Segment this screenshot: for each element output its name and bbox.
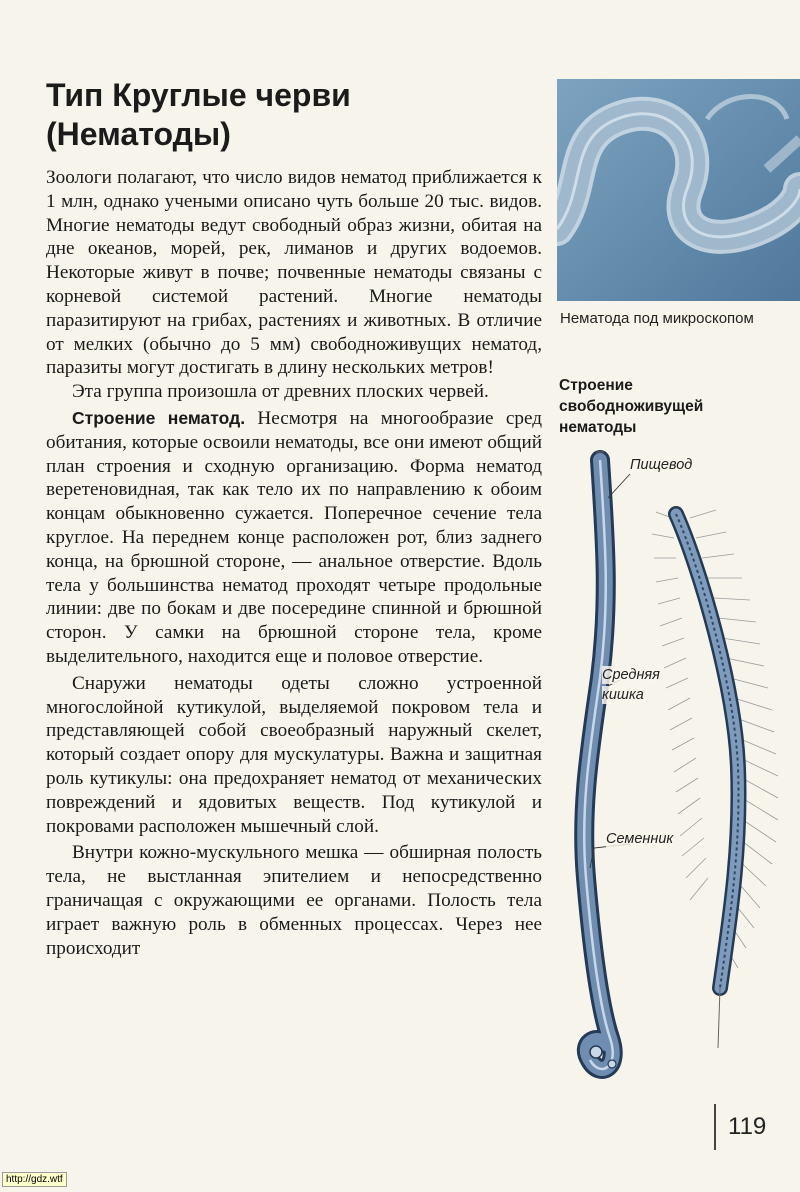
label-midgut-line-2: кишка bbox=[602, 687, 644, 703]
paragraph-structure-heading: Строение нематод. bbox=[72, 407, 246, 428]
paragraph-intro: Зоологи полагают, что число видов нематод приближается к 1 млн, однако учеными описано чуть больше 20 тыс. видов. Многие нематоды ведут свободный образ жизни, обитая на дне океанов, морей, рек, лиманов и других водоемов. Некоторые живут в почве; почвенные нематоды связаны с корневой системой растений. Многие нематоды паразитируют на грибах, растениях и животных. В отличие от мелких (обычно до 5 мм) свободноживущих нематод, паразиты могут достигать в длину нескольких метров! bbox=[46, 167, 542, 379]
nematode-microscope-photo bbox=[557, 79, 800, 301]
paragraph-body-cavity: Внутри кожно-мускульного мешка — обширная полость тела, не выстланная эпителием и непосредственно граничащая с окружающими ее органами. Полость тела играет важную роль в обменных процессах. Через нее происходит bbox=[46, 842, 542, 959]
nematode-structure-diagram bbox=[560, 448, 800, 1088]
page-number: 119 bbox=[714, 1104, 800, 1150]
label-midgut-line-1: Средняя bbox=[602, 667, 660, 683]
diagram-title bbox=[559, 375, 789, 438]
page-title bbox=[46, 76, 546, 154]
paragraph-structure bbox=[46, 407, 542, 669]
title-line-2: (Нематоды) bbox=[46, 116, 231, 152]
setae bbox=[652, 510, 778, 968]
paragraph-cuticle: Снаружи нематоды одеты сложно устроенной многослойной кутикулой, выделяемой покровом тела и представляющей собой своеобразный наружный скелет, который создает опору для мускулатуры. Важна и защитная роль кутикулы: она предохраняет нематод от механических повреждений и ядовитых веществ. Под кутикулой и покровами расположен мышечный слой. bbox=[46, 672, 542, 837]
paragraph-structure-text: Несмотря на многообразие сред обитания, которые освоили нематоды, все они имеют общий план строения и сходную организацию. Форма нематод веретеновидная, так как тело их по направлению к обоим концам обыкновенно сужается. Поперечное сечение тела круглое. На переднем конце расположен рот, близ заднего конца, на брюшной стороне, — анальное отверстие. Вдоль тела у большинства нематод проходят четыре продольные линии: две по бокам и две посередине спинной и брюшной сторон. У самки на брюшной стороне тела, кроме выделительного, находится еще и половое отверстие. bbox=[46, 407, 542, 667]
label-esophagus: Пищевод bbox=[630, 457, 693, 473]
diagram-title-line-3: нематоды bbox=[559, 419, 637, 436]
watermark-link[interactable]: http://gdz.wtf bbox=[2, 1172, 67, 1187]
label-testis: Семенник bbox=[606, 831, 674, 847]
diagram-title-line-1: Строение bbox=[559, 377, 633, 394]
photo-caption: Нематода под микроскопом bbox=[560, 310, 754, 327]
nematode-illustration bbox=[560, 448, 800, 1088]
main-text bbox=[46, 166, 542, 960]
paragraph-origin: Эта группа произошла от древних плоских червей. bbox=[72, 381, 489, 403]
title-line-1: Тип Круглые черви bbox=[46, 77, 351, 113]
diagram-title-line-2: свободноживущей bbox=[559, 398, 704, 415]
